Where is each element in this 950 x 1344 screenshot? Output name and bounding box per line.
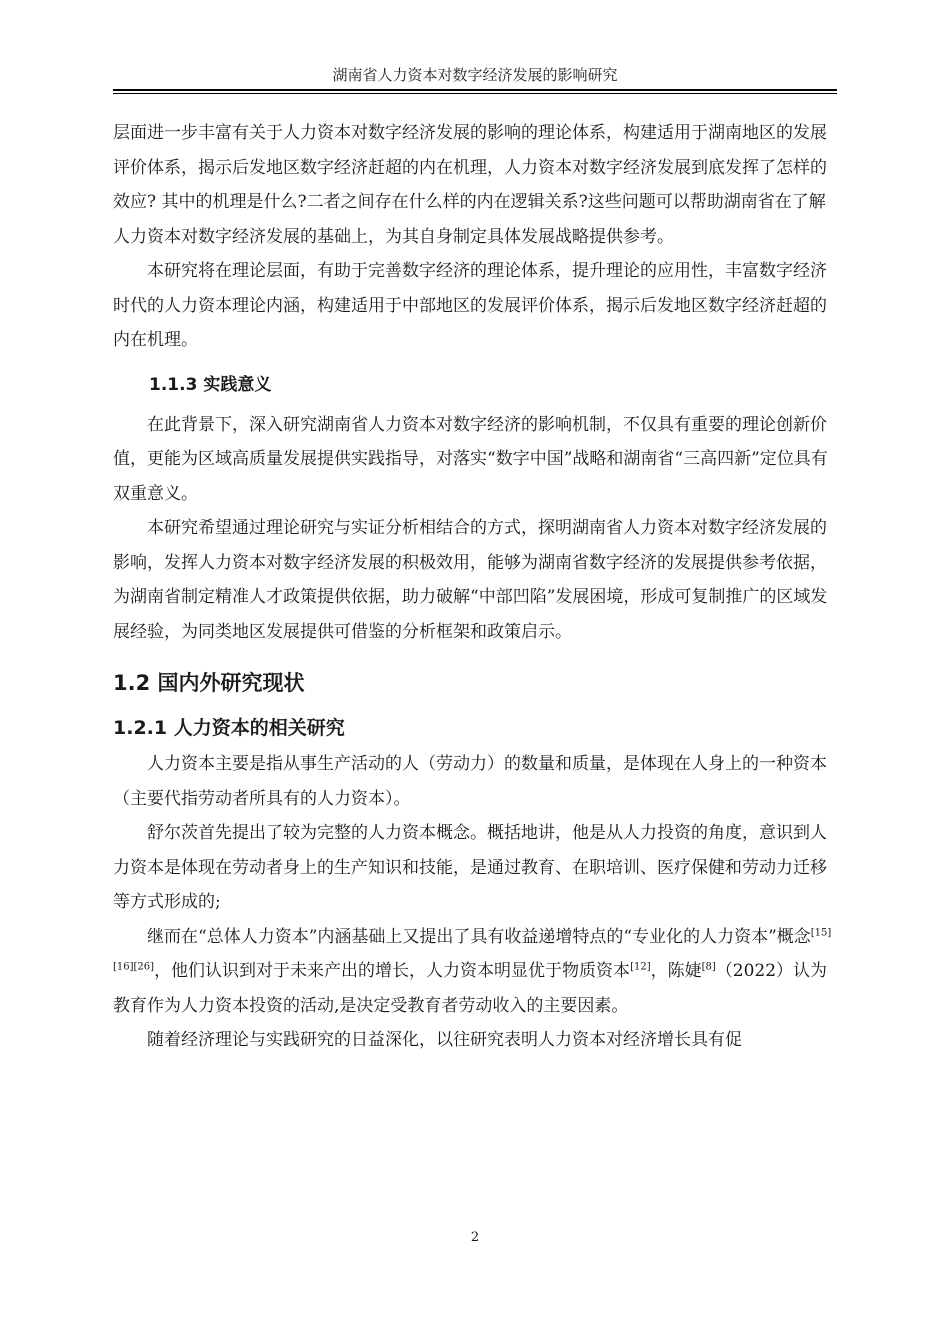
citation: [12] (630, 961, 651, 973)
header-rule (113, 89, 837, 91)
paragraph-text: ，他们认识到对于未来产出的增长，人力资本明显优于物质资本 (154, 961, 631, 981)
paragraph: 随着经济理论与实践研究的日益深化，以往研究表明人力资本对经济增长具有促 (147, 1030, 742, 1050)
paragraph: 本研究希望通过理论研究与实证分析相结合的方式，探明湖南省人力资本对数字经济发展的影响，发挥人力资本对数字经济发展的积极效用，能够为湖南省数字经济的发展提供参考依据，为湖南省制定精准人才政策提供依据，助力破解“中部凹陷”发展困境，形成可复制推广的区域发展经验，为同类地区发展提供可借鉴的分析框架和政策启示。 (113, 518, 828, 642)
body-text (113, 116, 837, 1058)
paragraph: 舒尔茨首先提出了较为完整的人力资本概念。概括地讲，他是从人力投资的角度，意识到人力资本是体现在劳动者身上的生产知识和技能，是通过教育、在职培训、医疗保健和劳动力迁移等方式形成的; (113, 823, 827, 912)
paragraph: 人力资本主要是指从事生产活动的人（劳动力）的数量和质量，是体现在人身上的一种资本（主要代指劳动者所具有的人力资本）。 (113, 754, 827, 809)
paragraph-text: ，陈婕 (650, 961, 702, 981)
paragraph: 在此背景下，深入研究湖南省人力资本对数字经济的影响机制，不仅具有重要的理论创新价值，更能为区域高质量发展提供实践指导，对落实“数字中国”战略和湖南省“三高四新”定位具有双重意义。 (113, 414, 828, 504)
header-rule-thin (113, 93, 837, 94)
running-header: 湖南省人力资本对数字经济发展的影响研究 (332, 66, 618, 84)
page-number: 2 (470, 1230, 480, 1245)
section-heading-1-1-3: 1.1.3 实践意义 (149, 374, 272, 395)
paragraph: 层面进一步丰富有关于人力资本对数字经济发展的影响的理论体系，构建适用于湖南地区的发展评价体系，揭示后发地区数字经济赶超的内在机理，人力资本对数字经济发展到底发挥了怎样的效应? 其中的机理是什么?二者之间存在什么样的内在逻辑关系?这些问题可以帮助湖南省在了解人力资本对数字经济发展的基础上，为其自身制定具体发展战略提供参考。 (113, 123, 827, 247)
paragraph-text: （2022）认为教育作为人力资本投资的活动,是决定受教育者劳动收入的主要因素。 (113, 961, 828, 1016)
citation: [8] (701, 961, 716, 973)
section-heading-1-2-1: 1.2.1 人力资本的相关研究 (113, 717, 345, 739)
paragraph-text: 继而在“总体人力资本”内涵基础上又提出了具有收益递增特点的“专业化的人力资本”概念 (147, 926, 811, 947)
section-heading-1-2: 1.2 国内外研究现状 (113, 671, 305, 695)
citation: [15][16][26] (113, 926, 832, 973)
paragraph: 本研究将在理论层面，有助于完善数字经济的理论体系，提升理论的应用性，丰富数字经济时代的人力资本理论内涵，构建适用于中部地区的发展评价体系，揭示后发地区数字经济赶超的内在机理。 (113, 261, 827, 350)
paragraph (113, 920, 837, 1024)
